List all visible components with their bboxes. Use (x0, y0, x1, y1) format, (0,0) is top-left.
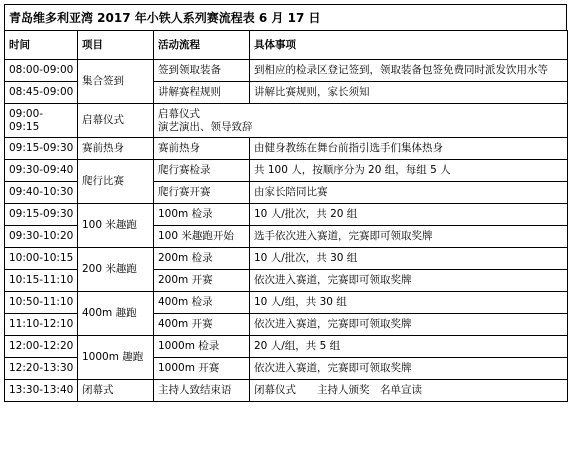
cell-detail: 闭幕仪式 主持人颁奖 名单宣读 (250, 380, 568, 402)
table-row (5, 60, 568, 82)
cell-time: 10:00-10:15 (5, 248, 78, 270)
cell-process: 100m 检录 (154, 204, 250, 226)
schedule-table (4, 30, 568, 402)
cell-time: 09:00-09:15 (5, 104, 78, 138)
cell-detail: 10 人/批次，共 20 组 (250, 204, 568, 226)
cell-detail: 共 100 人，按顺序分为 20 组，每组 5 人 (250, 160, 568, 182)
cell-detail: 依次进入赛道，完赛即可领取奖牌 (250, 270, 568, 292)
cell-process: 讲解赛程规则 (154, 82, 250, 104)
header-time: 时间 (5, 31, 78, 60)
table-body (5, 60, 568, 402)
cell-process: 主持人致结束语 (154, 380, 250, 402)
cell-detail: 由健身教练在舞台前指引选手们集体热身 (250, 138, 568, 160)
cell-time: 08:00-09:00 (5, 60, 78, 82)
cell-time: 09:30-09:40 (5, 160, 78, 182)
cell-process: 签到领取装备 (154, 60, 250, 82)
cell-time: 11:10-12:10 (5, 314, 78, 336)
cell-process: 400m 开赛 (154, 314, 250, 336)
cell-item: 100 米趣跑 (78, 204, 154, 248)
cell-time: 13:30-13:40 (5, 380, 78, 402)
cell-time: 08:45-09:00 (5, 82, 78, 104)
cell-process: 赛前热身 (154, 138, 250, 160)
table-row (5, 160, 568, 182)
table-row (5, 292, 568, 314)
cell-process: 200m 开赛 (154, 270, 250, 292)
cell-time: 09:15-09:30 (5, 138, 78, 160)
cell-process: 400m 检录 (154, 292, 250, 314)
table-row (5, 380, 568, 402)
cell-time: 09:40-10:30 (5, 182, 78, 204)
cell-detail: 20 人/组，共 5 组 (250, 336, 568, 358)
header-process: 活动流程 (154, 31, 250, 60)
cell-process: 200m 检录 (154, 248, 250, 270)
cell-process: 爬行赛检录 (154, 160, 250, 182)
cell-detail: 由家长陪同比赛 (250, 182, 568, 204)
cell-process: 1000m 开赛 (154, 358, 250, 380)
cell-time: 09:15-09:30 (5, 204, 78, 226)
cell-item: 启幕仪式 (78, 104, 154, 138)
cell-detail: 到相应的检录区登记签到，领取装备包签免费同时派发饮用水等 (250, 60, 568, 82)
cell-detail: 10 人/组，共 30 组 (250, 292, 568, 314)
cell-process: 爬行赛开赛 (154, 182, 250, 204)
cell-process: 1000m 检录 (154, 336, 250, 358)
header-row (5, 31, 568, 60)
cell-detail: 讲解比赛规则，家长须知 (250, 82, 568, 104)
table-row (5, 138, 568, 160)
cell-item: 集合签到 (78, 60, 154, 104)
process-line: 演艺演出、领导致辞 (158, 120, 253, 133)
cell-detail: 依次进入赛道，完赛即可领取奖牌 (250, 314, 568, 336)
cell-item: 200 米趣跑 (78, 248, 154, 292)
cell-item: 1000m 趣跑 (78, 336, 154, 380)
cell-time: 10:50-11:10 (5, 292, 78, 314)
table-title: 青岛维多利亚湾 2017 年小铁人系列赛流程表 6 月 17 日 (4, 4, 567, 30)
header-item: 项目 (78, 31, 154, 60)
cell-time: 09:30-10:20 (5, 226, 78, 248)
cell-time: 12:00-12:20 (5, 336, 78, 358)
cell-detail: 依次进入赛道，完赛即可领取奖牌 (250, 358, 568, 380)
table-row (5, 248, 568, 270)
table-row (5, 104, 568, 138)
table-row (5, 336, 568, 358)
cell-process: 100 米趣跑开始 (154, 226, 250, 248)
header-detail: 具体事项 (250, 31, 568, 60)
cell-detail: 10 人/批次，共 30 组 (250, 248, 568, 270)
cell-item: 赛前热身 (78, 138, 154, 160)
cell-item: 闭幕式 (78, 380, 154, 402)
cell-detail: 选手依次进入赛道，完赛即可领取奖牌 (250, 226, 568, 248)
cell-time: 12:20-13:30 (5, 358, 78, 380)
cell-time: 10:15-11:10 (5, 270, 78, 292)
cell-process (154, 104, 568, 138)
cell-item: 爬行比赛 (78, 160, 154, 204)
cell-item: 400m 趣跑 (78, 292, 154, 336)
process-line: 启幕仪式 (158, 107, 200, 120)
table-row (5, 204, 568, 226)
